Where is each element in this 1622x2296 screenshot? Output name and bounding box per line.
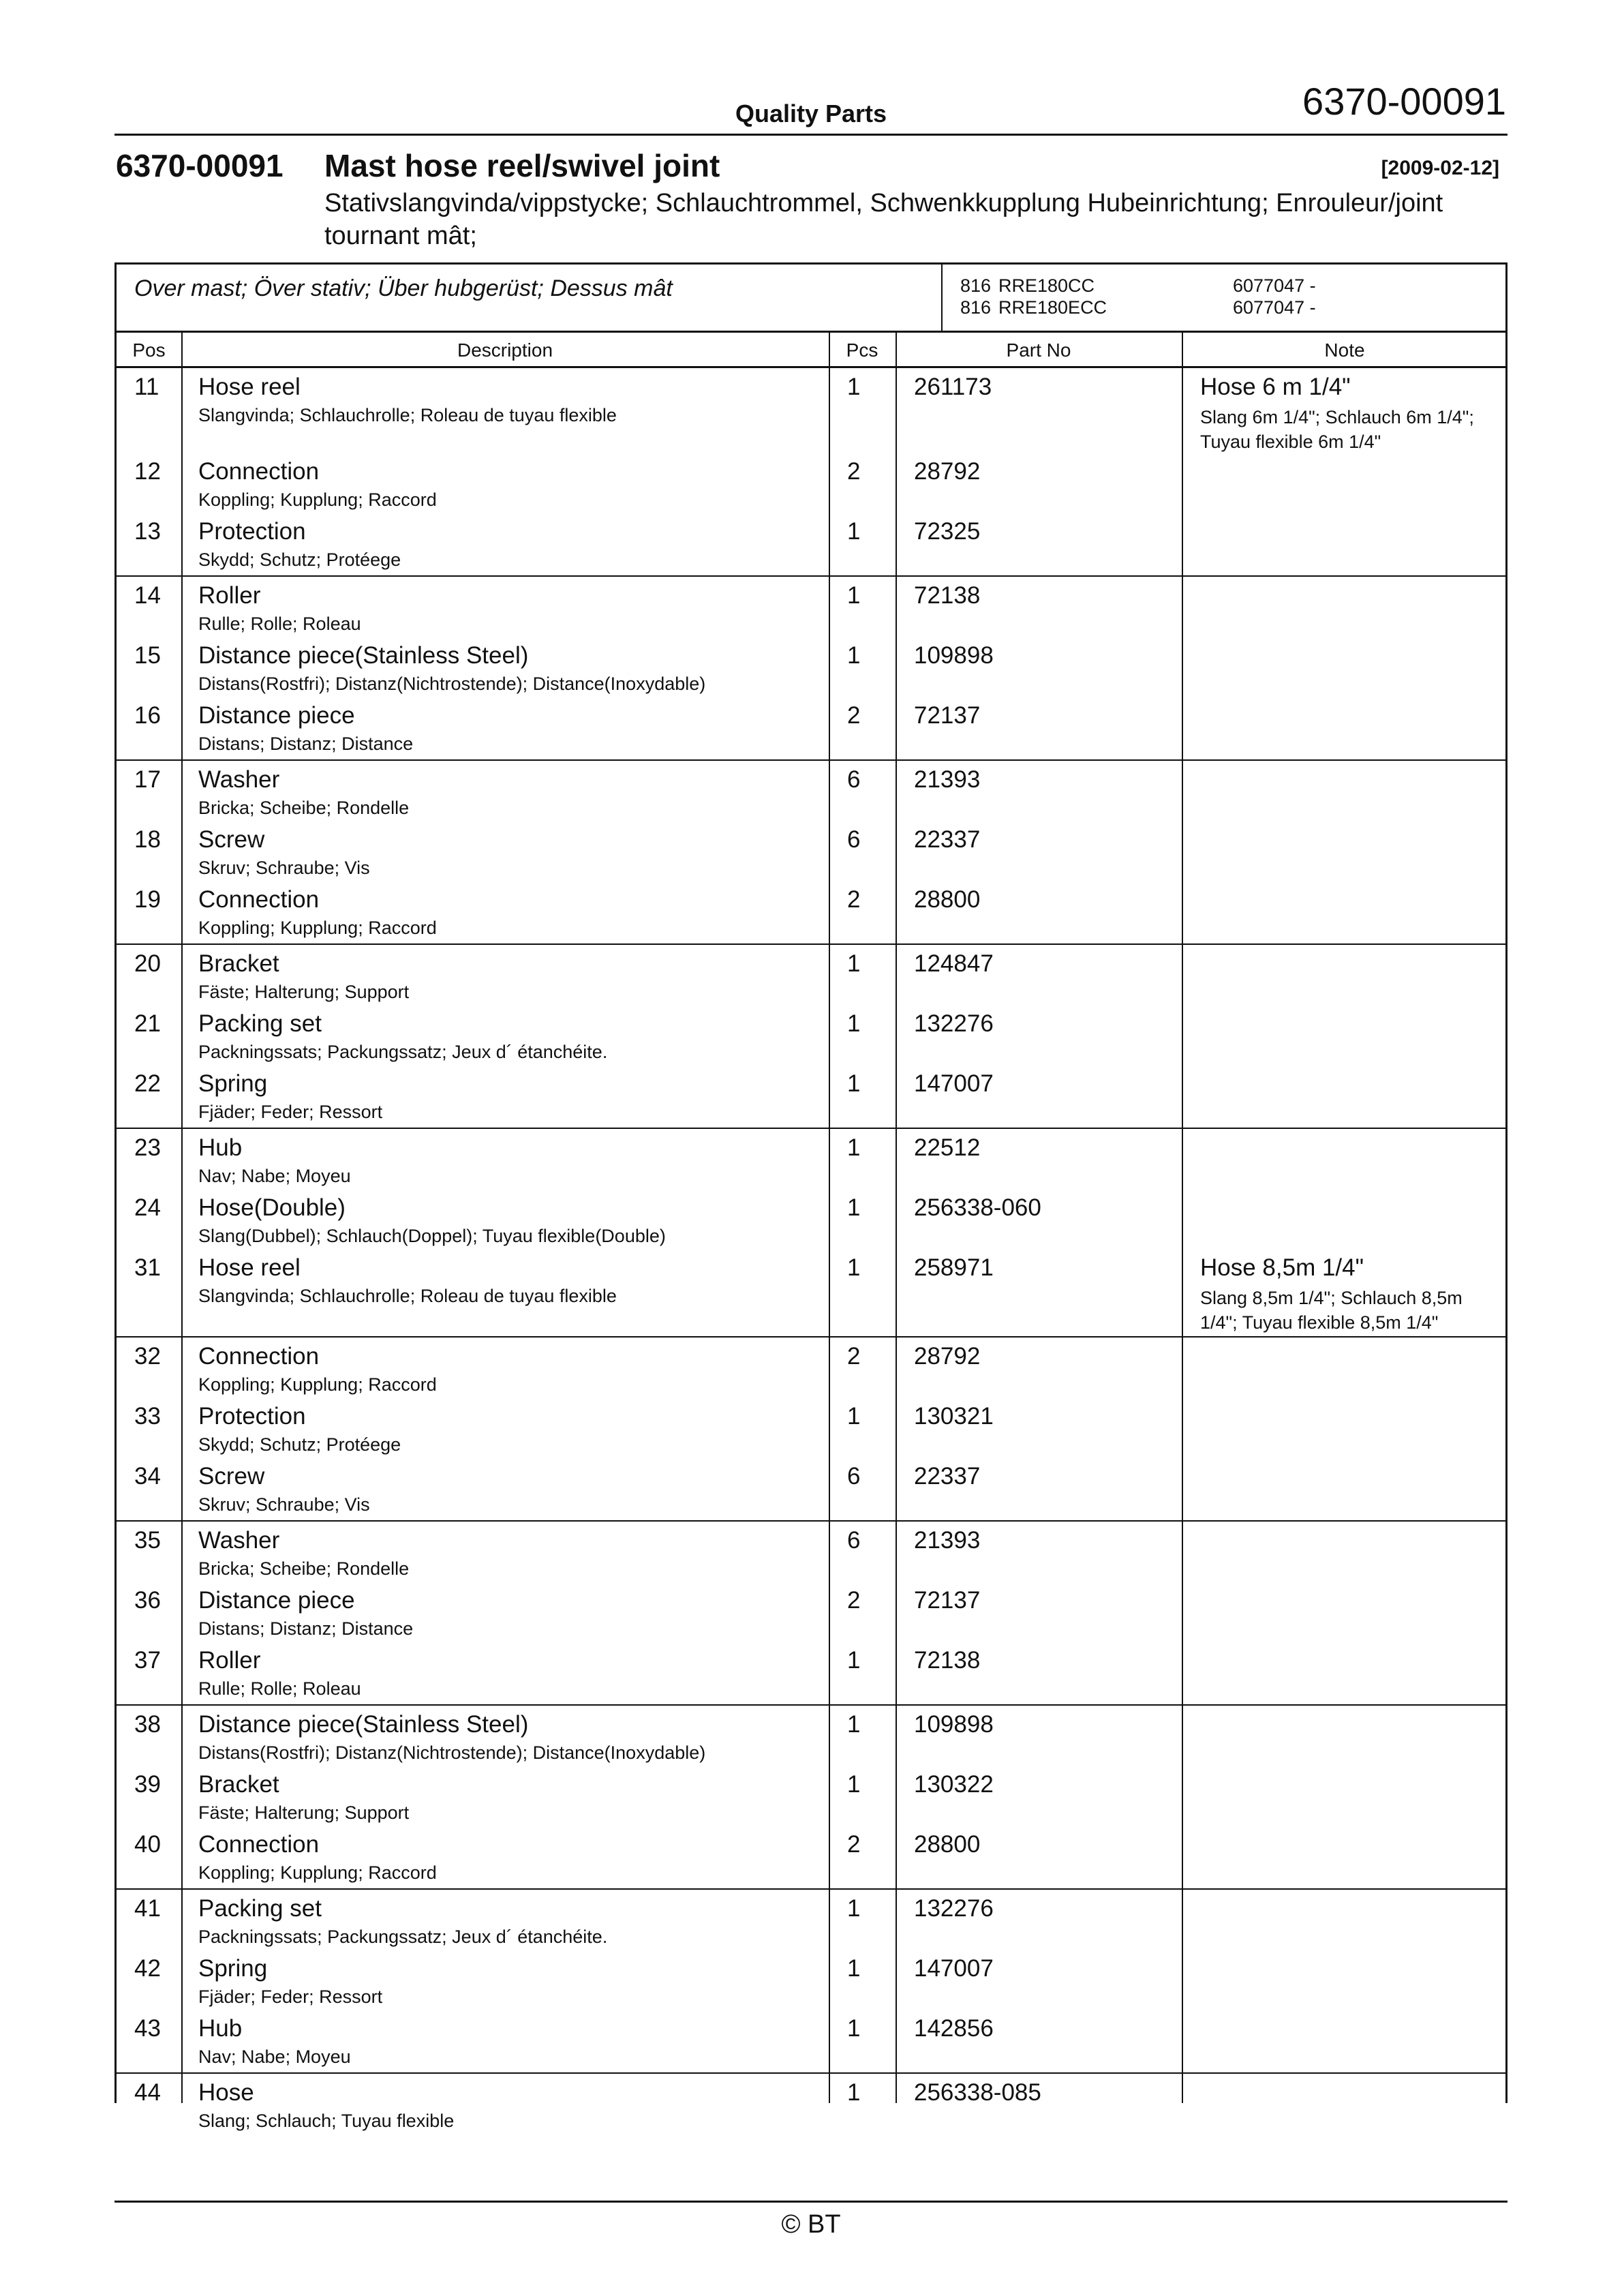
pcs-cell: 1 <box>847 1010 861 1037</box>
part-no-cell: 28792 <box>914 458 981 485</box>
table-row <box>117 513 1505 573</box>
section-subtitle: Stativslangvinda/vippstycke; Schlauchtrommel, Schwenkkupplung Hubeinrichtung; Enrouleur/joint tournant mât; <box>324 189 1443 250</box>
pos-cell: 40 <box>134 1831 161 1858</box>
row-group <box>117 1890 1505 2074</box>
pcs-cell: 2 <box>847 1343 861 1370</box>
section-title: Mast hose reel/swivel joint <box>324 148 720 183</box>
part-no-cell: 28800 <box>914 886 981 913</box>
description-translation: Distans(Rostfri); Distanz(Nichtrostende); Distance(Inoxydable) <box>198 1742 706 1763</box>
header-divider <box>114 134 1508 136</box>
description-cell: Distance piece <box>198 702 355 729</box>
description-cell: Protection <box>198 518 306 545</box>
description-cell: Protection <box>198 1403 306 1430</box>
part-no-cell: 258971 <box>914 1254 994 1281</box>
pos-cell: 36 <box>134 1587 161 1614</box>
pcs-cell: 2 <box>847 886 861 913</box>
pos-cell: 43 <box>134 2015 161 2042</box>
table-row <box>117 1005 1505 1065</box>
part-no-cell: 256338-060 <box>914 1194 1041 1221</box>
part-no-cell: 256338-085 <box>914 2079 1041 2106</box>
pcs-cell: 1 <box>847 1955 861 1982</box>
description-cell: Connection <box>198 1831 320 1858</box>
pcs-cell: 1 <box>847 950 861 977</box>
description-translation: Skruv; Schraube; Vis <box>198 1494 370 1515</box>
col-header-note: Note <box>1324 339 1365 361</box>
section-number: 6370-00091 <box>116 148 284 183</box>
table-row <box>117 1706 1505 1766</box>
description-translation: Fjäder; Feder; Ressort <box>198 1102 383 1122</box>
description-translation: Koppling; Kupplung; Raccord <box>198 1374 437 1395</box>
row-group <box>117 2074 1505 2138</box>
model-code: 816 <box>960 275 992 296</box>
description-cell: Bracket <box>198 950 279 977</box>
description-translation: Koppling; Kupplung; Raccord <box>198 918 437 938</box>
pcs-cell: 1 <box>847 642 861 669</box>
header-doc-number: 6370-00091 <box>1302 80 1506 123</box>
table-row <box>117 1890 1505 1950</box>
table-row <box>117 1189 1505 1249</box>
part-no-cell: 142856 <box>914 2015 994 2042</box>
table-row <box>117 945 1505 1005</box>
description-cell: Screw <box>198 1463 265 1490</box>
pos-cell: 19 <box>134 886 161 913</box>
row-group <box>117 1338 1505 1522</box>
pcs-cell: 6 <box>847 1463 861 1490</box>
part-no-cell: 130321 <box>914 1403 994 1430</box>
description-cell: Roller <box>198 1647 261 1674</box>
model-serial: 6077047 - <box>1233 275 1316 296</box>
pcs-cell: 1 <box>847 1895 861 1922</box>
pcs-cell: 1 <box>847 1771 861 1798</box>
pos-cell: 31 <box>134 1254 161 1281</box>
part-no-cell: 132276 <box>914 1010 994 1037</box>
note-detail: Slang 6m 1/4"; Schlauch 6m 1/4"; Tuyau flexible 6m 1/4" <box>1200 407 1474 452</box>
description-translation: Slang; Schlauch; Tuyau flexible <box>198 2111 455 2131</box>
pcs-cell: 1 <box>847 374 861 400</box>
pos-cell: 37 <box>134 1647 161 1674</box>
description-translation: Slangvinda; Schlauchrolle; Roleau de tuyau flexible <box>198 1286 617 1306</box>
description-translation: Distans(Rostfri); Distanz(Nichtrostende); Distance(Inoxydable) <box>198 674 706 694</box>
description-translation: Slangvinda; Schlauchrolle; Roleau de tuyau flexible <box>198 405 617 425</box>
part-no-cell: 22337 <box>914 1463 981 1490</box>
pos-cell: 22 <box>134 1070 161 1097</box>
description-cell: Roller <box>198 582 261 609</box>
pos-cell: 23 <box>134 1134 161 1161</box>
pos-cell: 21 <box>134 1010 161 1037</box>
row-group <box>117 1522 1505 1706</box>
description-translation: Fäste; Halterung; Support <box>198 1802 410 1823</box>
table-row <box>117 821 1505 881</box>
pcs-cell: 1 <box>847 2079 861 2106</box>
note-cell: Hose 6 m 1/4" <box>1200 374 1351 400</box>
table-row <box>117 1950 1505 2010</box>
table-row <box>117 1766 1505 1826</box>
header-title: Quality Parts <box>735 100 887 127</box>
pos-cell: 32 <box>134 1343 161 1370</box>
description-translation: Koppling; Kupplung; Raccord <box>198 489 437 510</box>
description-translation: Fjäder; Feder; Ressort <box>198 1987 383 2007</box>
description-cell: Screw <box>198 826 265 853</box>
pos-cell: 12 <box>134 458 161 485</box>
col-header-pcs: Pcs <box>846 339 878 361</box>
row-group <box>117 945 1505 1129</box>
model-name: RRE180CC <box>998 275 1095 296</box>
part-no-cell: 21393 <box>914 766 981 793</box>
description-cell: Hose reel <box>198 374 301 400</box>
table-row <box>117 637 1505 697</box>
pcs-cell: 1 <box>847 1647 861 1674</box>
footer-copyright: © BT <box>781 2210 841 2239</box>
description-cell: Hose reel <box>198 1254 301 1281</box>
pos-cell: 24 <box>134 1194 161 1221</box>
location-text: Over mast; Över stativ; Über hubgerüst; Dessus mât <box>134 275 673 301</box>
pcs-cell: 1 <box>847 1134 861 1161</box>
pos-cell: 38 <box>134 1711 161 1738</box>
part-no-cell: 28800 <box>914 1831 981 1858</box>
pos-cell: 33 <box>134 1403 161 1430</box>
table-row <box>117 881 1505 941</box>
table-row <box>117 577 1505 637</box>
applicability-box <box>117 265 1505 333</box>
table-row <box>117 1065 1505 1125</box>
table-row <box>117 1642 1505 1702</box>
part-no-cell: 132276 <box>914 1895 994 1922</box>
part-no-cell: 72137 <box>914 1587 981 1614</box>
description-cell: Connection <box>198 1343 320 1370</box>
description-translation: Bricka; Scheibe; Rondelle <box>198 1558 410 1579</box>
part-no-cell: 72138 <box>914 1647 981 1674</box>
part-no-cell: 109898 <box>914 642 994 669</box>
description-cell: Hub <box>198 1134 243 1161</box>
table-row <box>117 1826 1505 1886</box>
section-date: [2009-02-12] <box>1381 157 1499 179</box>
table-row <box>117 1457 1505 1517</box>
row-group <box>117 1129 1505 1338</box>
table-row <box>117 1338 1505 1398</box>
table-row <box>117 761 1505 821</box>
description-cell: Distance piece <box>198 1587 355 1614</box>
part-no-cell: 21393 <box>914 1527 981 1554</box>
part-no-cell: 147007 <box>914 1070 994 1097</box>
pos-cell: 44 <box>134 2079 161 2106</box>
description-translation: Rulle; Rolle; Roleau <box>198 1678 361 1699</box>
note-detail: Slang 8,5m 1/4"; Schlauch 8,5m 1/4"; Tuyau flexible 8,5m 1/4" <box>1200 1288 1463 1333</box>
pos-cell: 35 <box>134 1527 161 1554</box>
part-no-cell: 22337 <box>914 826 981 853</box>
table-row <box>117 1249 1505 1333</box>
pcs-cell: 1 <box>847 1070 861 1097</box>
pos-cell: 20 <box>134 950 161 977</box>
row-group <box>117 1706 1505 1890</box>
description-translation: Nav; Nabe; Moyeu <box>198 2046 351 2067</box>
part-no-cell: 109898 <box>914 1711 994 1738</box>
description-cell: Bracket <box>198 1771 279 1798</box>
pos-cell: 34 <box>134 1463 161 1490</box>
table-row <box>117 368 1505 452</box>
row-group <box>117 368 1505 577</box>
column-header-row <box>117 333 1505 368</box>
pcs-cell: 2 <box>847 1831 861 1858</box>
description-cell: Washer <box>198 1527 280 1554</box>
pos-cell: 42 <box>134 1955 161 1982</box>
pcs-cell: 1 <box>847 1403 861 1430</box>
table-row <box>117 1582 1505 1642</box>
pcs-cell: 1 <box>847 518 861 545</box>
pos-cell: 16 <box>134 702 161 729</box>
table-row <box>117 1398 1505 1457</box>
pcs-cell: 1 <box>847 1194 861 1221</box>
table-row <box>117 697 1505 757</box>
model-serial: 6077047 - <box>1233 297 1316 318</box>
pos-cell: 15 <box>134 642 161 669</box>
pcs-cell: 6 <box>847 826 861 853</box>
description-cell: Hose(Double) <box>198 1194 346 1221</box>
pcs-cell: 1 <box>847 1254 861 1281</box>
part-no-cell: 261173 <box>914 374 992 400</box>
pos-cell: 39 <box>134 1771 161 1798</box>
description-cell: Hub <box>198 2015 243 2042</box>
pcs-cell: 2 <box>847 1587 861 1614</box>
model-code: 816 <box>960 297 992 318</box>
description-translation: Bricka; Scheibe; Rondelle <box>198 798 410 818</box>
row-group <box>117 577 1505 761</box>
description-translation: Distans; Distanz; Distance <box>198 1618 414 1639</box>
description-translation: Fäste; Halterung; Support <box>198 982 410 1002</box>
table-row <box>117 2074 1505 2134</box>
pcs-cell: 1 <box>847 2015 861 2042</box>
description-cell: Packing set <box>198 1010 322 1037</box>
description-translation: Nav; Nabe; Moyeu <box>198 1166 351 1186</box>
pcs-cell: 1 <box>847 582 861 609</box>
description-cell: Spring <box>198 1070 268 1097</box>
col-header-description: Description <box>457 339 553 361</box>
description-translation: Slang(Dubbel); Schlauch(Doppel); Tuyau flexible(Double) <box>198 1226 666 1246</box>
col-header-part-no: Part No <box>1006 339 1071 361</box>
description-translation: Rulle; Rolle; Roleau <box>198 614 361 634</box>
part-no-cell: 72325 <box>914 518 981 545</box>
pos-cell: 41 <box>134 1895 161 1922</box>
pos-cell: 17 <box>134 766 161 793</box>
description-cell: Packing set <box>198 1895 322 1922</box>
table-row <box>117 1129 1505 1189</box>
description-cell: Distance piece(Stainless Steel) <box>198 1711 529 1738</box>
pcs-cell: 1 <box>847 1711 861 1738</box>
part-no-cell: 130322 <box>914 1771 994 1798</box>
part-no-cell: 147007 <box>914 1955 994 1982</box>
note-cell: Hose 8,5m 1/4" <box>1200 1254 1364 1281</box>
info-divider <box>941 265 943 331</box>
row-group <box>117 761 1505 945</box>
pos-cell: 14 <box>134 582 161 609</box>
col-header-pos: Pos <box>132 339 166 361</box>
pos-cell: 18 <box>134 826 161 853</box>
part-no-cell: 72137 <box>914 702 981 729</box>
description-cell: Connection <box>198 458 320 485</box>
description-cell: Hose <box>198 2079 254 2106</box>
description-cell: Distance piece(Stainless Steel) <box>198 642 529 669</box>
description-translation: Packningssats; Packungssatz; Jeux d´ étanchéite. <box>198 1042 608 1062</box>
description-translation: Distans; Distanz; Distance <box>198 734 414 754</box>
table-row <box>117 1522 1505 1582</box>
pcs-cell: 6 <box>847 766 861 793</box>
description-translation: Skruv; Schraube; Vis <box>198 858 370 878</box>
pcs-cell: 6 <box>847 1527 861 1554</box>
pos-cell: 13 <box>134 518 161 545</box>
description-translation: Skydd; Schutz; Protéege <box>198 1434 401 1455</box>
description-translation: Koppling; Kupplung; Raccord <box>198 1862 437 1883</box>
description-cell: Connection <box>198 886 320 913</box>
table-row <box>117 2010 1505 2070</box>
description-translation: Skydd; Schutz; Protéege <box>198 549 401 570</box>
description-cell: Spring <box>198 1955 268 1982</box>
model-name: RRE180ECC <box>998 297 1107 318</box>
footer-divider <box>114 2201 1508 2203</box>
pcs-cell: 2 <box>847 458 861 485</box>
description-translation: Packningssats; Packungssatz; Jeux d´ étanchéite. <box>198 1927 608 1947</box>
part-no-cell: 22512 <box>914 1134 981 1161</box>
parts-table <box>114 262 1508 2131</box>
description-cell: Washer <box>198 766 280 793</box>
part-no-cell: 124847 <box>914 950 994 977</box>
part-no-cell: 28792 <box>914 1343 981 1370</box>
pcs-cell: 2 <box>847 702 861 729</box>
part-no-cell: 72138 <box>914 582 981 609</box>
pos-cell: 11 <box>134 374 159 400</box>
table-row <box>117 453 1505 513</box>
